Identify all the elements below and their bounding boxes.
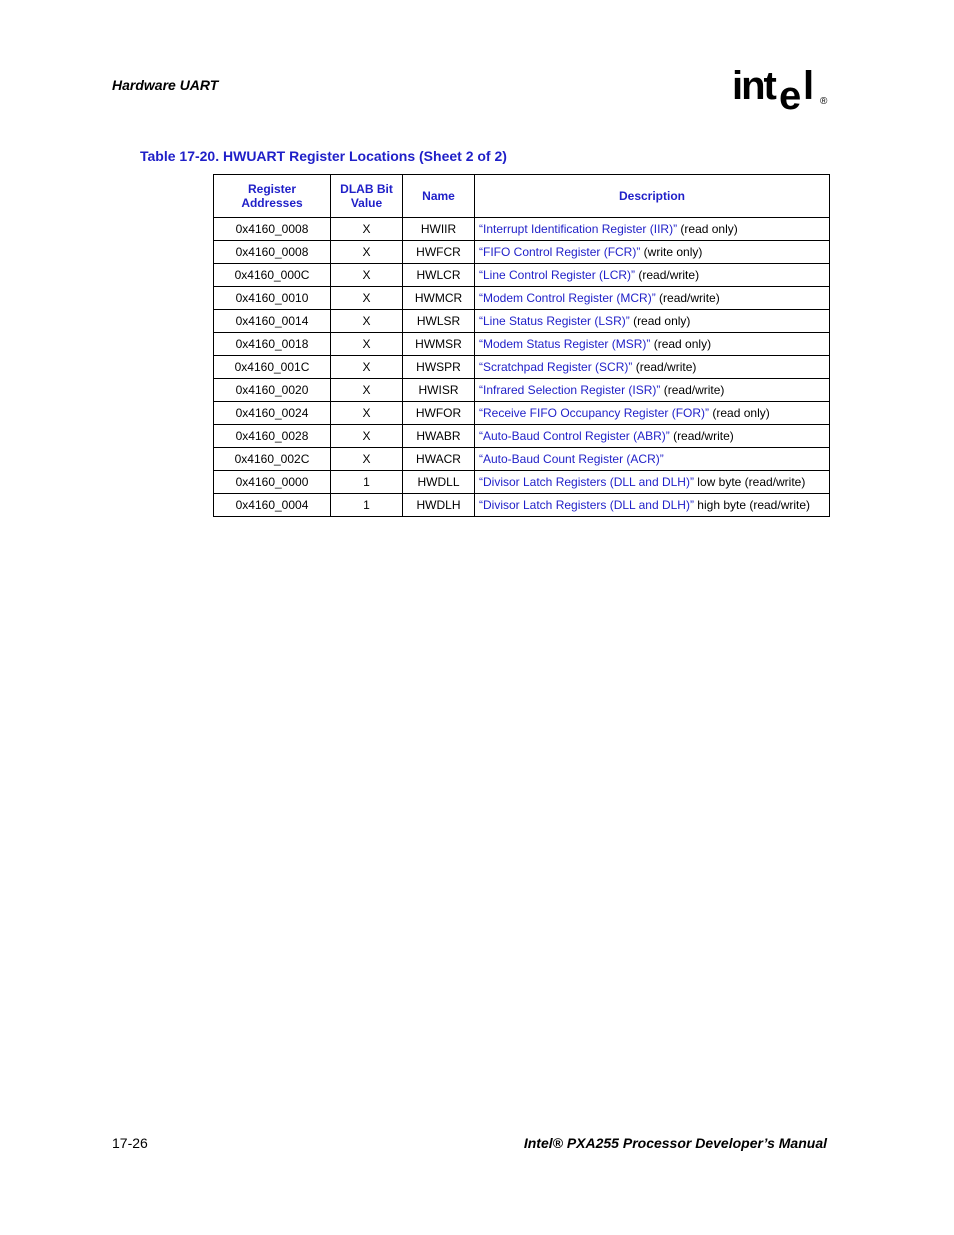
table-row [214, 241, 830, 264]
address-cell: 0x4160_0018 [214, 333, 331, 356]
dlab-cell: X [331, 333, 403, 356]
register-link[interactable]: “Line Control Register (LCR)” [479, 268, 636, 282]
table-row [214, 425, 830, 448]
description-cell [475, 356, 830, 379]
register-link[interactable]: “Divisor Latch Registers (DLL and DLH)” [479, 498, 694, 512]
access-note: (read only) [650, 337, 712, 351]
address-cell: 0x4160_0008 [214, 218, 331, 241]
dlab-cell: X [331, 425, 403, 448]
table-row [214, 310, 830, 333]
address-cell: 0x4160_0000 [214, 471, 331, 494]
table-header-row [214, 175, 830, 218]
register-link[interactable]: “Line Status Register (LSR)” [479, 314, 630, 328]
name-cell: HWISR [403, 379, 475, 402]
description-cell [475, 379, 830, 402]
column-header-dlab: DLAB Bit Value [331, 175, 403, 218]
name-cell: HWLSR [403, 310, 475, 333]
address-cell: 0x4160_0010 [214, 287, 331, 310]
register-link[interactable]: “Auto-Baud Control Register (ABR)” [479, 429, 670, 443]
register-link[interactable]: “Modem Control Register (MCR)” [479, 291, 656, 305]
description-cell [475, 287, 830, 310]
description-cell [475, 402, 830, 425]
access-note: (read/write) [635, 268, 700, 282]
dlab-cell: 1 [331, 471, 403, 494]
table-row [214, 494, 830, 517]
dlab-cell: X [331, 241, 403, 264]
register-link[interactable]: “Interrupt Identification Register (IIR)” [479, 222, 678, 236]
name-cell: HWSPR [403, 356, 475, 379]
address-cell: 0x4160_0004 [214, 494, 331, 517]
access-note: (read/write) [655, 291, 720, 305]
name-cell: HWDLH [403, 494, 475, 517]
table-row [214, 471, 830, 494]
address-cell: 0x4160_0014 [214, 310, 331, 333]
address-cell: 0x4160_000C [214, 264, 331, 287]
dlab-cell: X [331, 264, 403, 287]
register-link[interactable]: “Auto-Baud Count Register (ACR)” [479, 452, 664, 466]
table-row [214, 218, 830, 241]
dlab-cell: 1 [331, 494, 403, 517]
access-note: (read only) [709, 406, 770, 420]
access-note: (read/write) [660, 383, 725, 397]
dlab-cell: X [331, 379, 403, 402]
column-header-address: Register Addresses [214, 175, 331, 218]
access-note: (write only) [640, 245, 703, 259]
table-row [214, 448, 830, 471]
description-cell [475, 494, 830, 517]
description-cell [475, 241, 830, 264]
name-cell: HWDLL [403, 471, 475, 494]
intel-logo-l: l [803, 64, 815, 108]
access-note: (read only) [677, 222, 738, 236]
dlab-cell: X [331, 448, 403, 471]
register-link[interactable]: “Divisor Latch Registers (DLL and DLH)” [479, 475, 694, 489]
register-link[interactable]: “Infrared Selection Register (ISR)” [479, 383, 661, 397]
table-row [214, 264, 830, 287]
name-cell: HWFOR [403, 402, 475, 425]
intel-logo [732, 62, 832, 118]
column-header-name: Name [403, 175, 475, 218]
table-row [214, 287, 830, 310]
address-cell: 0x4160_0008 [214, 241, 331, 264]
name-cell: HWABR [403, 425, 475, 448]
access-note: high byte (read/write) [693, 498, 811, 512]
intel-logo-int: int [732, 64, 775, 108]
manual-title: Intel® PXA255 Processor Developer’s Manual [523, 1135, 827, 1151]
table-row [214, 402, 830, 425]
address-cell: 0x4160_0024 [214, 402, 331, 425]
description-cell [475, 425, 830, 448]
table-row [214, 379, 830, 402]
access-note: (read/write) [669, 429, 734, 443]
address-cell: 0x4160_002C [214, 448, 331, 471]
name-cell: HWLCR [403, 264, 475, 287]
dlab-cell: X [331, 402, 403, 425]
name-cell: HWMCR [403, 287, 475, 310]
access-note: (read only) [629, 314, 691, 328]
name-cell: HWIIR [403, 218, 475, 241]
register-table [213, 174, 830, 517]
description-cell [475, 264, 830, 287]
intel-logo-e: e [779, 74, 802, 118]
section-title: Hardware UART [112, 77, 219, 93]
name-cell: HWMSR [403, 333, 475, 356]
table-row [214, 333, 830, 356]
register-link[interactable]: “Receive FIFO Occupancy Register (FOR)” [479, 406, 710, 420]
description-cell [475, 218, 830, 241]
description-cell [475, 471, 830, 494]
description-cell [475, 448, 830, 471]
dlab-cell: X [331, 287, 403, 310]
address-cell: 0x4160_0028 [214, 425, 331, 448]
register-link[interactable]: “Scratchpad Register (SCR)” [479, 360, 633, 374]
dlab-cell: X [331, 218, 403, 241]
name-cell: HWACR [403, 448, 475, 471]
access-note: (read/write) [632, 360, 697, 374]
name-cell: HWFCR [403, 241, 475, 264]
description-cell [475, 333, 830, 356]
registered-mark: ® [820, 96, 828, 107]
description-cell [475, 310, 830, 333]
register-link[interactable]: “FIFO Control Register (FCR)” [479, 245, 641, 259]
table-row [214, 356, 830, 379]
address-cell: 0x4160_0020 [214, 379, 331, 402]
access-note: low byte (read/write) [693, 475, 806, 489]
register-link[interactable]: “Modem Status Register (MSR)” [479, 337, 651, 351]
table-title: Table 17-20. HWUART Register Locations (Sheet 2 of 2) [140, 148, 507, 164]
address-cell: 0x4160_001C [214, 356, 331, 379]
column-header-description: Description [475, 175, 830, 218]
dlab-cell: X [331, 356, 403, 379]
dlab-cell: X [331, 310, 403, 333]
page-number: 17-26 [112, 1135, 148, 1151]
